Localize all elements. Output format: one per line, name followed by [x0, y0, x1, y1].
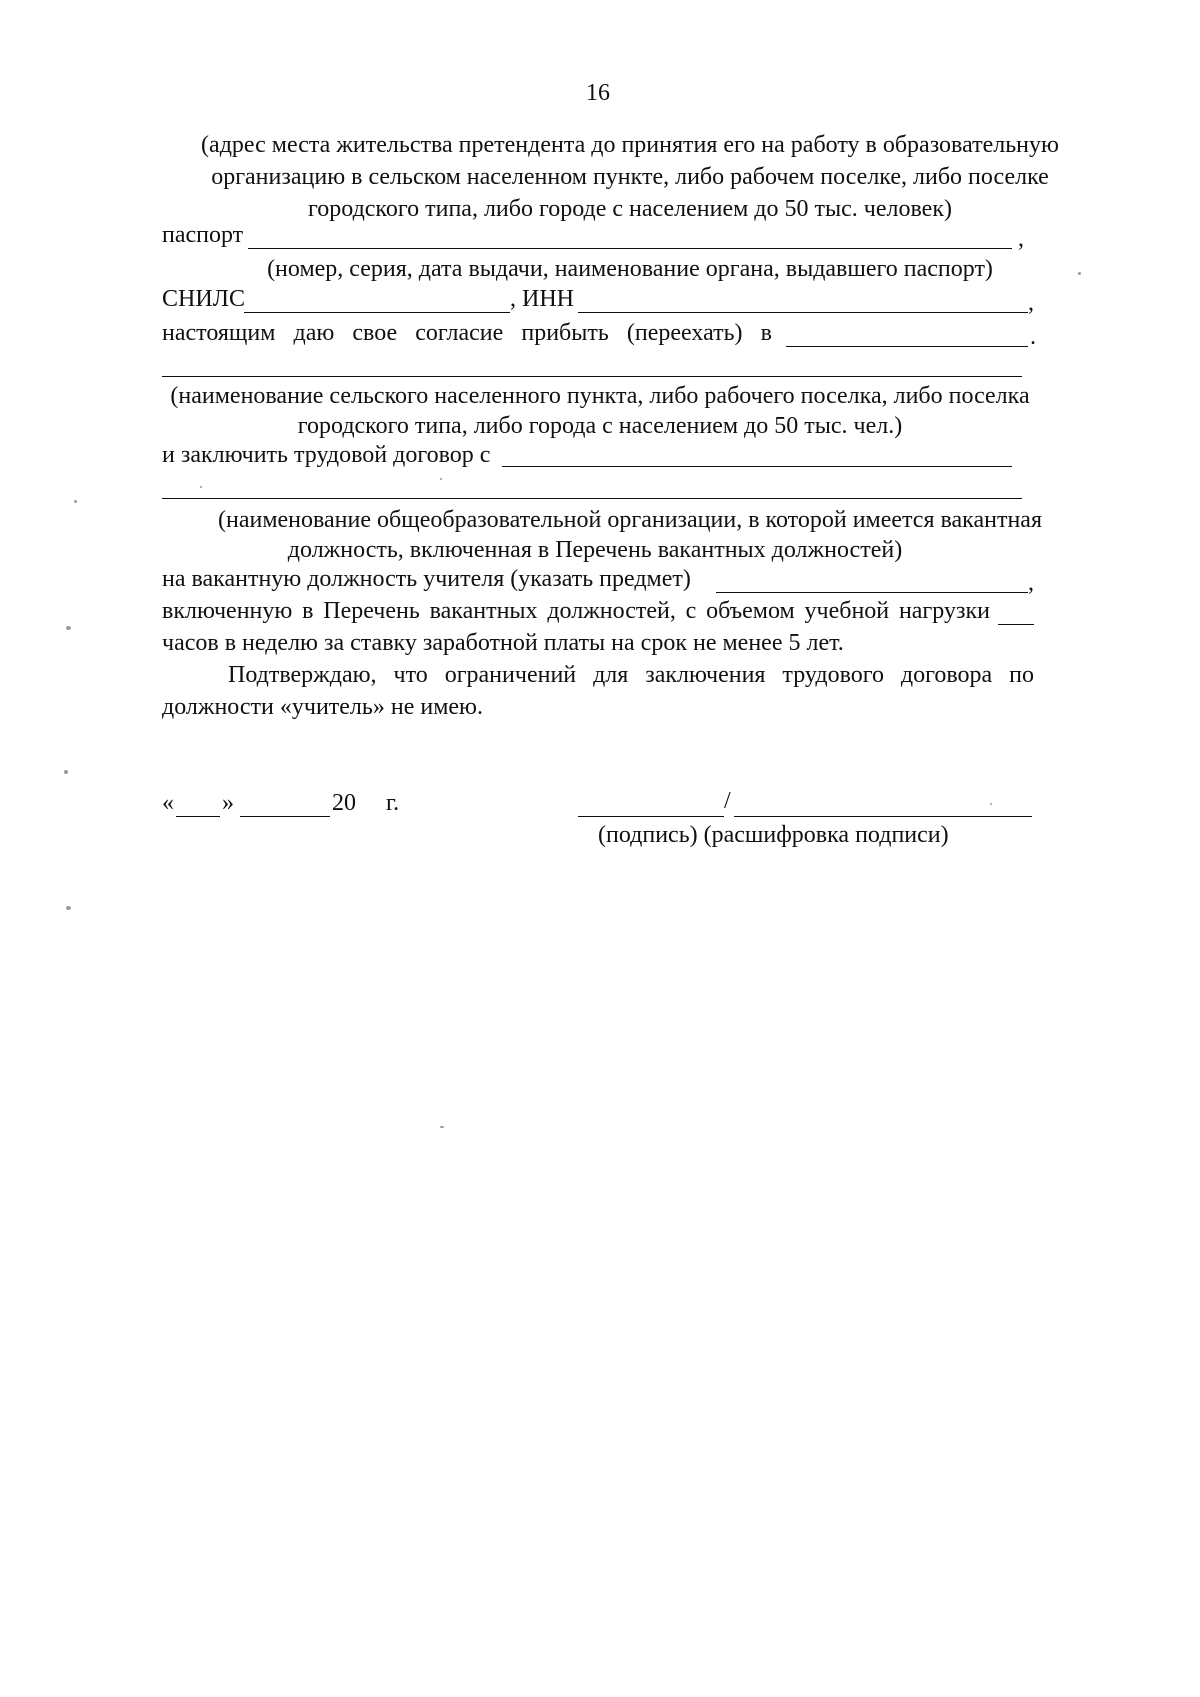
organization-caption-line-1: (наименование общеобразовательной организации, в которой имеется вакантная	[218, 507, 1042, 533]
scan-speck	[74, 500, 77, 503]
date-day-field[interactable]	[176, 816, 220, 817]
confirmation-line-2: должности «учитель» не имею.	[162, 694, 483, 720]
consent-word: настоящим	[162, 320, 276, 346]
signature-field[interactable]	[578, 816, 724, 817]
inn-field[interactable]	[578, 312, 1028, 313]
contract-label: и заключить трудовой договор с	[162, 442, 491, 468]
scan-speck	[64, 770, 68, 774]
list-word: нагрузки	[898, 598, 990, 624]
address-caption-line-1: (адрес места жительства претендента до принятия его на работу в образовательную	[201, 132, 1059, 158]
consent-word: даю	[293, 320, 335, 346]
passport-caption: (номер, серия, дата выдачи, наименование органа, выдавшего паспорт)	[267, 256, 993, 282]
organization-name-field[interactable]	[162, 498, 1022, 499]
list-word: с	[685, 598, 697, 624]
passport-label: паспорт	[162, 222, 244, 248]
inn-comma: ,	[1028, 290, 1034, 316]
list-line-words	[162, 598, 990, 625]
workload-hours-field[interactable]	[998, 624, 1034, 625]
consent-words	[162, 320, 772, 347]
settlement-caption-line-1: (наименование сельского населенного пункта, либо рабочего поселка, либо поселка	[170, 383, 1030, 409]
consent-period: .	[1030, 324, 1036, 350]
page-number: 16	[586, 80, 610, 106]
confirm-word: для	[593, 662, 629, 688]
list-word: включенную	[162, 598, 293, 624]
list-word: должностей,	[547, 598, 676, 624]
confirmation-line-1	[228, 662, 1034, 689]
signature-separator: /	[724, 788, 731, 814]
scan-speck	[440, 478, 442, 480]
date-month-field[interactable]	[240, 816, 330, 817]
list-word: объемом	[706, 598, 795, 624]
list-word: в	[302, 598, 314, 624]
consent-word: согласие	[415, 320, 504, 346]
snils-field[interactable]	[244, 312, 510, 313]
consent-destination-field[interactable]	[786, 346, 1028, 347]
address-caption-line-2: организацию в сельском населенном пункте, либо рабочем поселке, либо поселке	[211, 164, 1049, 190]
consent-word: (переехать)	[626, 320, 743, 346]
signature-transcript-field[interactable]	[734, 816, 1032, 817]
scan-speck	[1078, 272, 1081, 275]
inn-label: , ИНН	[510, 286, 574, 312]
scan-speck	[66, 626, 71, 630]
confirm-word: ограничений	[444, 662, 577, 688]
date-year-prefix: 20	[332, 790, 356, 816]
organization-caption-line-2: должность, включенная в Перечень вакантных должностей)	[287, 537, 903, 563]
consent-word: свое	[352, 320, 398, 346]
confirm-word: трудового	[782, 662, 884, 688]
teacher-comma: ,	[1028, 570, 1034, 596]
date-year-suffix: г.	[386, 790, 400, 816]
scan-speck	[66, 906, 71, 910]
scan-speck	[990, 803, 992, 805]
confirm-word: договора	[900, 662, 993, 688]
list-word: учебной	[804, 598, 890, 624]
settlement-name-field[interactable]	[162, 376, 1022, 377]
date-close-quote: »	[222, 790, 234, 816]
confirm-word: Подтверждаю,	[228, 662, 377, 688]
passport-field[interactable]	[248, 248, 1012, 249]
scan-speck	[440, 1126, 444, 1128]
date-open-quote: «	[162, 790, 174, 816]
list-word: Перечень	[323, 598, 420, 624]
settlement-caption-line-2: городского типа, либо города с населением до 50 тыс. чел.)	[297, 413, 903, 439]
passport-comma: ,	[1018, 226, 1024, 252]
confirm-word: заключения	[645, 662, 766, 688]
hours-line: часов в неделю за ставку заработной платы на срок не менее 5 лет.	[162, 630, 844, 656]
confirm-word: что	[393, 662, 428, 688]
confirm-word: по	[1009, 662, 1034, 688]
consent-word: в	[760, 320, 772, 346]
signature-caption: (подпись) (расшифровка подписи)	[598, 822, 949, 848]
scan-speck	[200, 486, 202, 488]
list-word: вакантных	[429, 598, 538, 624]
teacher-label: на вакантную должность учителя (указать предмет)	[162, 566, 691, 592]
consent-word: прибыть	[521, 320, 609, 346]
teacher-subject-field[interactable]	[716, 592, 1028, 593]
contract-with-field[interactable]	[502, 466, 1012, 467]
address-caption-line-3: городского типа, либо городе с населением до 50 тыс. человек)	[308, 196, 952, 222]
snils-label: СНИЛС	[162, 286, 245, 312]
